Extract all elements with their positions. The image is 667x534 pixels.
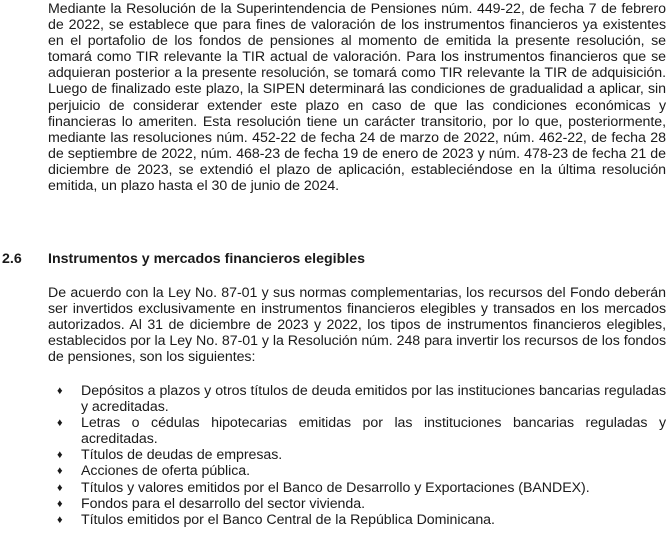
list-item-text: Títulos y valores emitidos por el Banco de Desarrollo y Exportaciones (BANDEX). (81, 479, 590, 496)
diamond-bullet-icon: ♦ (57, 385, 63, 397)
section-number: 2.6 (2, 251, 22, 267)
diamond-bullet-icon: ♦ (57, 417, 63, 430)
list-item (0, 447, 667, 463)
list-item-text: Títulos emitidos por el Banco Central de la República Dominicana. (81, 511, 495, 528)
list-item-text: Acciones de oferta pública. (81, 463, 251, 480)
section-title: Instrumentos y mercados financieros elegibles (48, 251, 365, 267)
diamond-bullet-icon: ♦ (57, 513, 63, 526)
diamond-bullet-icon: ♦ (57, 497, 63, 510)
list-item (0, 512, 667, 528)
list-item-text: Fondos para el desarrollo del sector vivienda. (81, 495, 365, 512)
paragraph-resolution: Mediante la Resolución de la Superintendencia de Pensiones núm. 449-22, de fecha 7 de febrero de 2022, se establece que para fines de valoración de los instrumentos financieros ya existentes en el portafolio de los fondos de pensiones al momento de emitida la presente resolución, se tomará como TIR relevante la TIR actual de valoración. Para los instrumentos financieros que se adquieran posterior a la presente resolución, se tomará como TIR relevante la TIR de adquisición. Luego de finalizado este plazo, la SIPEN determinará las condiciones de gradualidad a aplicar, sin perjuicio de considerar extender este plazo en caso de que las condiciones económicas y financieras lo ameriten. Esta resolución tiene un carácter transitorio, por lo que, posteriormente, mediante las resoluciones núm. 452-22 de fecha 24 de marzo de 2022, núm. 462-22, de fecha 28 de septiembre de 2022, núm. 468-23 de fecha 19 de enero de 2023 y núm. 478-23 de fecha 21 de diciembre de 2023, se extendió el plazo de aplicación, estableciéndose en la última resolución emitida, un plazo hasta el 30 de junio de 2024. (48, 1, 666, 195)
list-item (0, 463, 667, 479)
list-item (0, 480, 667, 496)
list-item (0, 415, 667, 447)
diamond-bullet-icon: ♦ (57, 449, 63, 462)
diamond-bullet-icon: ♦ (57, 465, 63, 478)
list-item-text: Depósitos a plazos y otros títulos de deuda emitidos por las instituciones bancarias reguladas y acreditadas. (81, 383, 666, 416)
paragraph-eligible-instruments: De acuerdo con la Ley No. 87-01 y sus normas complementarias, los recursos del Fondo deberán ser invertidos exclusivamente en instrumentos financieros elegibles y transados en los mercados autorizados. Al 31 de diciembre de 2023 y 2022, los tipos de instrumentos financieros elegibles, establecidos por la Ley No. 87-01 y la Resolución núm. 248 para invertir los recursos de los fondos de pensiones, son los siguientes: (48, 285, 666, 366)
list-item (0, 383, 667, 415)
list-item (0, 496, 667, 512)
eligible-instruments-list (0, 383, 667, 528)
list-item-text: Títulos de deudas de empresas. (81, 447, 283, 464)
list-item-text: Letras o cédulas hipotecarias emitidas por las instituciones bancarias reguladas y acreditadas. (81, 415, 666, 448)
diamond-bullet-icon: ♦ (57, 481, 63, 494)
